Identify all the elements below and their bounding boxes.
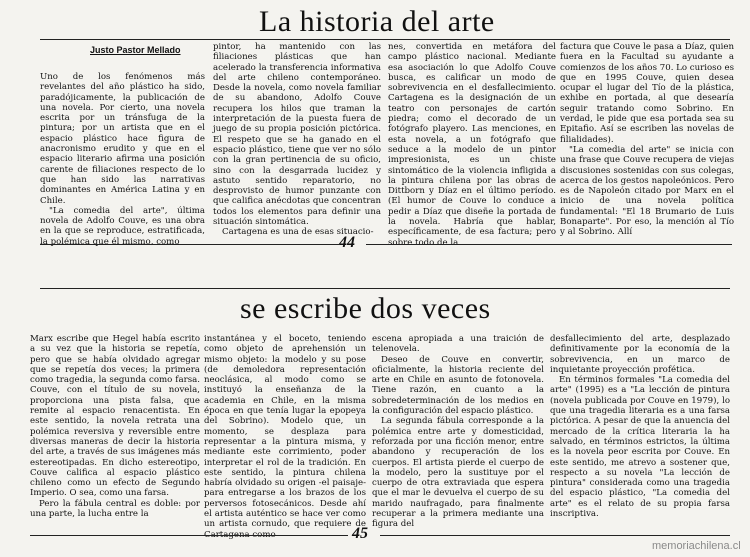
paragraph: nes, convertida en metáfora del campo plástico nacional. Mediante esa asociación lo que Adolfo Couve busca, es calificar un modo de sobrevivencia en el desfallecimiento. Cartagena es la designación de un teatro con personajes de cartón piedra; como el decorado de un fotógrafo playero. Las menciones, en esta novela, a un fotógrafo que seduce a la modelo de un pintor impresionista, es un chiste sintomático de la violencia infligida a la pintura chilena por las obras de Dittborn y Díaz en el último período. (El humor de Couve lo conduce a pedir a Díaz que diseñe la portada de la novela. Habría que hablar, específicamente, de esa factura; pero sobre todo de la [388, 42, 556, 248]
page-rule-bottom [30, 535, 348, 536]
article-column [560, 42, 734, 237]
page-title-top: La historia del arte [259, 5, 495, 38]
page-title-bottom: se escribe dos veces [240, 292, 491, 325]
article-column [388, 42, 556, 248]
article-column [40, 72, 205, 247]
paragraph: pintor, ha mantenido con las filiaciones plásticas que han acelerado la transferencia informativa del arte chileno contemporáneo. Desde la novela, como novela familiar de su abandono, Adolfo Couve recupera los hilos que traman la interpretación de la puesta fuera de juego de su propia posición pictórica. El respeto que se ha ganado en el espacio plástico, tiene que ver no sólo con la gran pertinencia de su oficio, sino con la desgarrada lucidez y astuto sentido reparatorio, no desprovisto de humor punzante con que califica anécdotas que concentran todos los elementos para definir una situación sintomática. [213, 42, 381, 228]
paragraph: En términos formales "La comedia del arte" (1995) es a "La lección de pintura (novela publicada por Couve en 1979), lo que una tragedia literaria es a una farsa pictórica. A pesar de que la anuencia del mercado de la crítica literaria la ha salvado, en términos estrictos, la última es la novela peor escrita por Couve. En este sentido, me atrevo a sostener que, respecto a su novela "La lección de pintura" considerada como una tragedia del espacio plástico, "La comedia del arte" es el relato de su propia farsa inscriptiva. [550, 375, 730, 520]
watermark: memoriachilena.cl [652, 540, 741, 552]
article-column [30, 334, 200, 529]
paragraph: Marx escribe que Hegel había escrito a su vez que la historia se repetía, pero que se había olvidado agregar que se repetía dos veces; la primera como tragedia, la segunda como farsa. Couve, con el título de su novela, proporciona una pista falsa, que remite al espacio renacentista. En este sentido, la novela retrata una polémica reversiva y reversible entre diversas maneras de decir la historia del arte, a través de sus imágenes más estereotipadas. En dicho estereotipo, Couve califica al espacio plástico chileno como un efecto de Segundo Imperio. O sea, como una farsa. [30, 334, 200, 499]
paragraph: Pero la fábula central es doble: por una parte, la lucha entre la [30, 498, 200, 520]
article-column [213, 42, 381, 247]
paragraph: factura que Couve le pasa a Díaz, quien fuera en la Facultad su ayudante a comienzos de los años 70. Lo curioso es que en 1995 Couve, quien desea ocupar el lugar del Tío de la plástica, exhibe en portada, al que desearía seguir tratando como Sobrino. En verdad, le pide que esa portada sea su Epitafio. Así se escriben las novelas de filialidades). [560, 42, 734, 145]
paragraph: escena apropiada a una traición de telenovela. [372, 334, 544, 355]
page-rule-bottom [380, 535, 730, 536]
paragraph: Deseo de Couve en convertir, oficialmente, la historia reciente del arte en Chile en asunto de fotonovela. Tiene razón, en cuanto a la sobredeterminación de los medios en la configuración del espacio plástico. [372, 354, 544, 417]
byline: Justo Pastor Mellado [90, 45, 181, 55]
title-rule-top [40, 39, 730, 40]
page-number: 44 [339, 234, 355, 251]
paragraph: "La comedia del arte", última novela de Adolfo Couve, es una obra en la que se reproduce, estratificada, la polémica que él mismo, como [40, 205, 205, 247]
page-number: 45 [352, 525, 368, 542]
paragraph: "La comedia del arte" se inicia con una frase que Couve recupera de viejas discusiones sostenidas con sus colegas, acerca de los gestos napoleónicos. Pero es de Napoleón citado por Marx en el inicio de una novela política fundamental: "El 18 Brumario de Luis Bonaparte". Por eso, la mención al Tío y al Sobrino. Allí [560, 144, 734, 238]
paragraph: Cartagena es una de esas situacio- [222, 227, 374, 238]
paragraph: desfallecimiento del arte, desplazado definitivamente por la economía de la sobrevivencia, en un marco de inquietante proyección profética. [550, 334, 730, 375]
paragraph: La segunda fábula corresponde a la polémica entre arte y domesticidad, reforzada por una ficción menor, entre abandono y recuperación de los cuerpos. El artista pierde el cuerpo de la modelo, pero la sustituye por el cuerpo de otra extraviada que espera que el mar le devuelva el cuerpo de su marido naufragado, para finalmente recuperar a la primera mediante una figura del [372, 416, 544, 530]
article-column [372, 334, 544, 529]
title-rule-bottom [40, 288, 730, 289]
page-rule-top [40, 244, 340, 245]
article-column [550, 334, 730, 529]
page-rule-top [366, 244, 732, 245]
paragraph: Uno de los fenómenos más revelantes del año plástico ha sido, paradójicamente, la publicación de una novela. Por cierto, una novela escrita por un tránsfuga de la pintura; por un artista que en el espacio plástico hace figura de anacronismo erudito y que en el espacio literario afirma una posición carente de filiaciones respecto de lo que han sido las narrativas dominantes en América Latina y en Chile. [40, 72, 205, 206]
paragraph: instantánea y el boceto, teniendo como objeto de aprehensión un mismo objeto: la modelo y su pose (de demoledora representación neoclásica, al modo como se instituyó la enseñanza de la academia en Chile, en la misma época en que tenía lugar la epopeya del Sobrino). Modelo que, un momento, se desplaza para representar a la pintura misma, y mediante este corrimiento, poder interpretar el rol de la tradición. En este sentido, la pintura chilena habría olvidado su origen -el paisaje- para entregarse a los brazos de los perversos fotosecánicos. Desde ahí el artista auténtico se hace ver como un artista cornudo, que requiere de Cartagena como [204, 334, 366, 540]
